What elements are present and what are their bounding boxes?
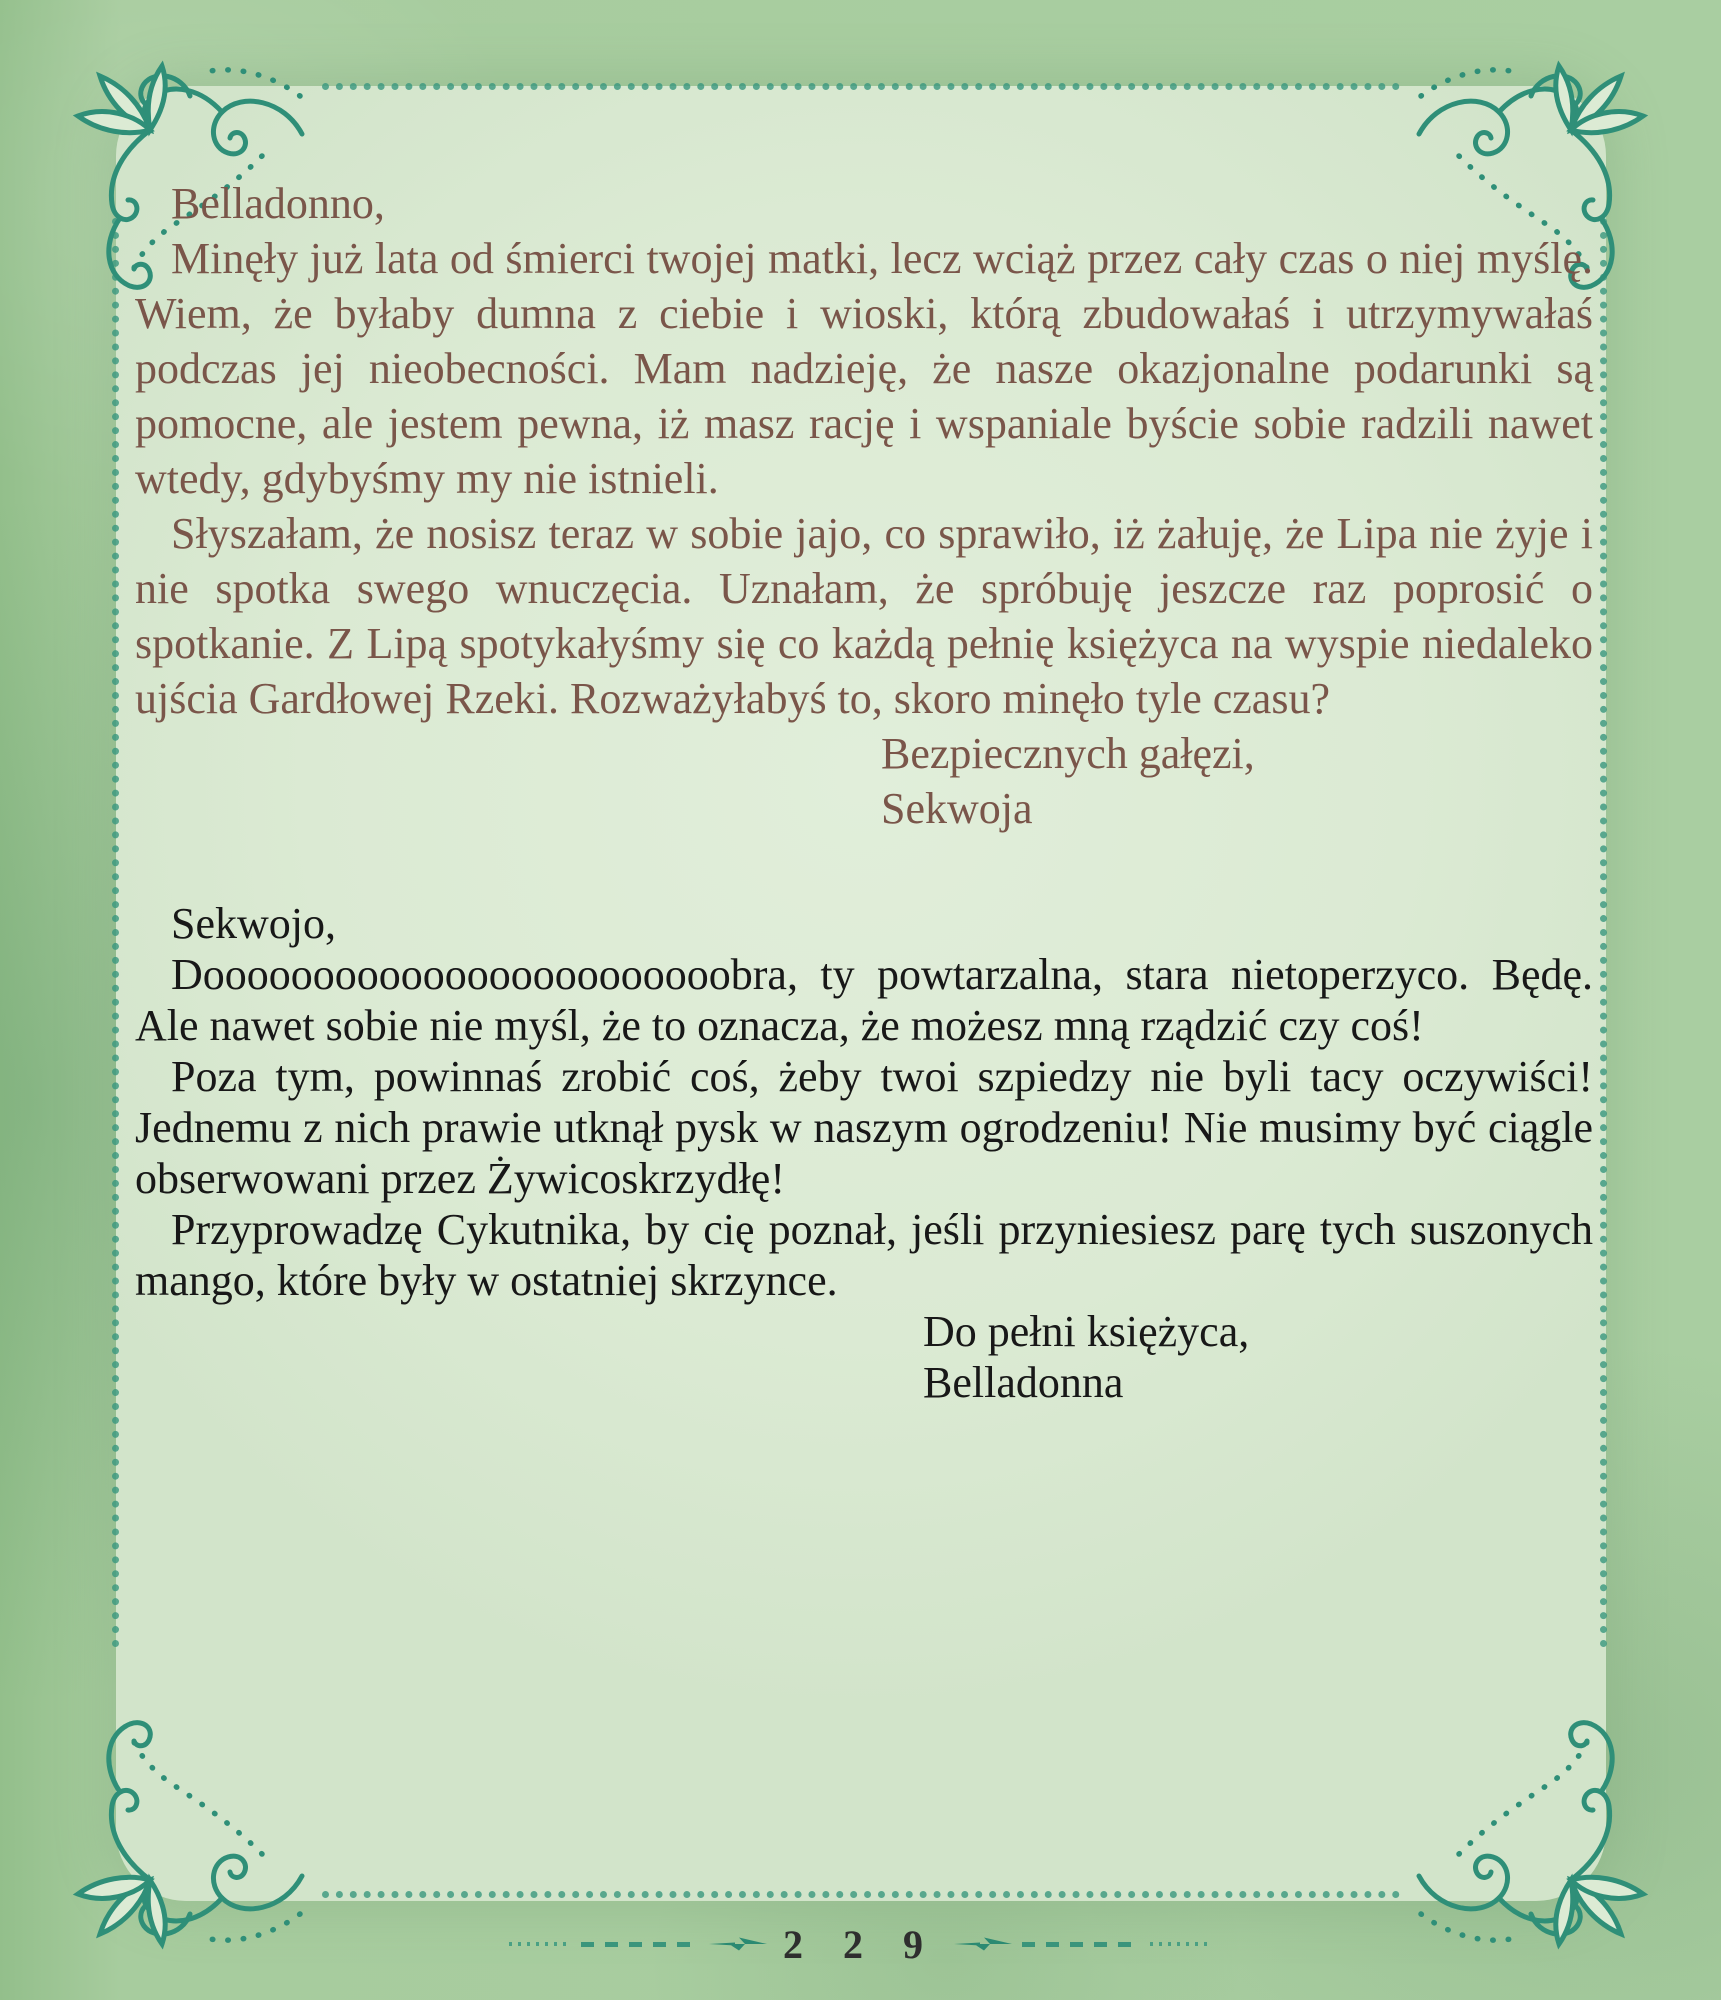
letter2-signoff-name: Belladonna — [923, 1358, 1124, 1407]
letter2-signoff-line: Do pełni księżyca, — [923, 1307, 1250, 1356]
page-number: 2 2 9 — [783, 1921, 938, 1967]
letter2-paragraph: Przyprowadzę Cykutnika, by cię poznał, jeśli przyniesiesz parę tych suszonych mango, które były w ostatniej skrzynce. — [135, 1205, 1593, 1305]
arrow-ornament-icon-left — [709, 1935, 767, 1953]
footer-dotted-rule-right — [1150, 1942, 1212, 1946]
arrow-ornament-icon-right — [954, 1935, 1012, 1953]
letter1-signoff-name: Sekwoja — [881, 784, 1033, 833]
dotted-border-left — [112, 218, 119, 1648]
letter2-paragraph: Poza tym, powinnaś zrobić coś, żeby twoi szpiedzy nie byli tacy oczywiści! Jednemu z nich prawie utknął pysk w naszym ogrodzeniu! Nie musimy być ciągle obserwowani przez Żywicoskrzydłę! — [135, 1052, 1593, 1203]
dotted-border-right — [1600, 218, 1607, 1648]
footer-dash-rule-left — [581, 1942, 699, 1947]
dotted-border-bottom — [322, 1891, 1400, 1898]
letter1-salutation: Belladonno, — [171, 179, 385, 228]
dotted-border-top — [322, 83, 1400, 90]
letter-from-sequoia — [135, 176, 1593, 836]
letter2-salutation: Sekwojo, — [171, 899, 336, 948]
page-footer — [0, 1918, 1721, 1970]
letter2-paragraph: Doooooooooooooooooooooooobra, ty powtarzalna, stara nietoperzyco. Będę. Ale nawet sobie nie myśl, że to oznacza, że możesz mną rządzić czy coś! — [135, 950, 1593, 1050]
letter1-signoff — [881, 726, 1593, 836]
footer-dash-rule-right — [1022, 1942, 1140, 1947]
letters-text-block — [135, 176, 1593, 1408]
letter1-paragraph: Słyszałam, że nosisz teraz w sobie jajo, co sprawiło, iż żałuję, że Lipa nie żyje i nie spotka swego wnuczęcia. Uznałam, że spróbuję jeszcze raz poprosić o spotkanie. Z Lipą spotykałyśmy się co każdą pełnię księżyca na wyspie niedaleko ujścia Gardłowej Rzeki. Rozważyłabyś to, skoro minęło tyle czasu? — [135, 509, 1593, 723]
letter-from-belladonna — [135, 898, 1593, 1408]
letter1-signoff-line: Bezpiecznych gałęzi, — [881, 729, 1255, 778]
letter2-signoff — [923, 1306, 1593, 1408]
letter1-paragraph: Minęły już lata od śmierci twojej matki, lecz wciąż przez cały czas o niej myślę. Wiem, że byłaby dumna z ciebie i wioski, którą zbudowałaś i utrzymywałaś podczas jej nieobecności. Mam nadzieję, że nasze okazjonalne podarunki są pomocne, ale jestem pewna, iż masz rację i wspaniale byście sobie radzili nawet wtedy, gdybyśmy my nie istnieli. — [135, 234, 1593, 503]
footer-dotted-rule-left — [509, 1942, 571, 1946]
